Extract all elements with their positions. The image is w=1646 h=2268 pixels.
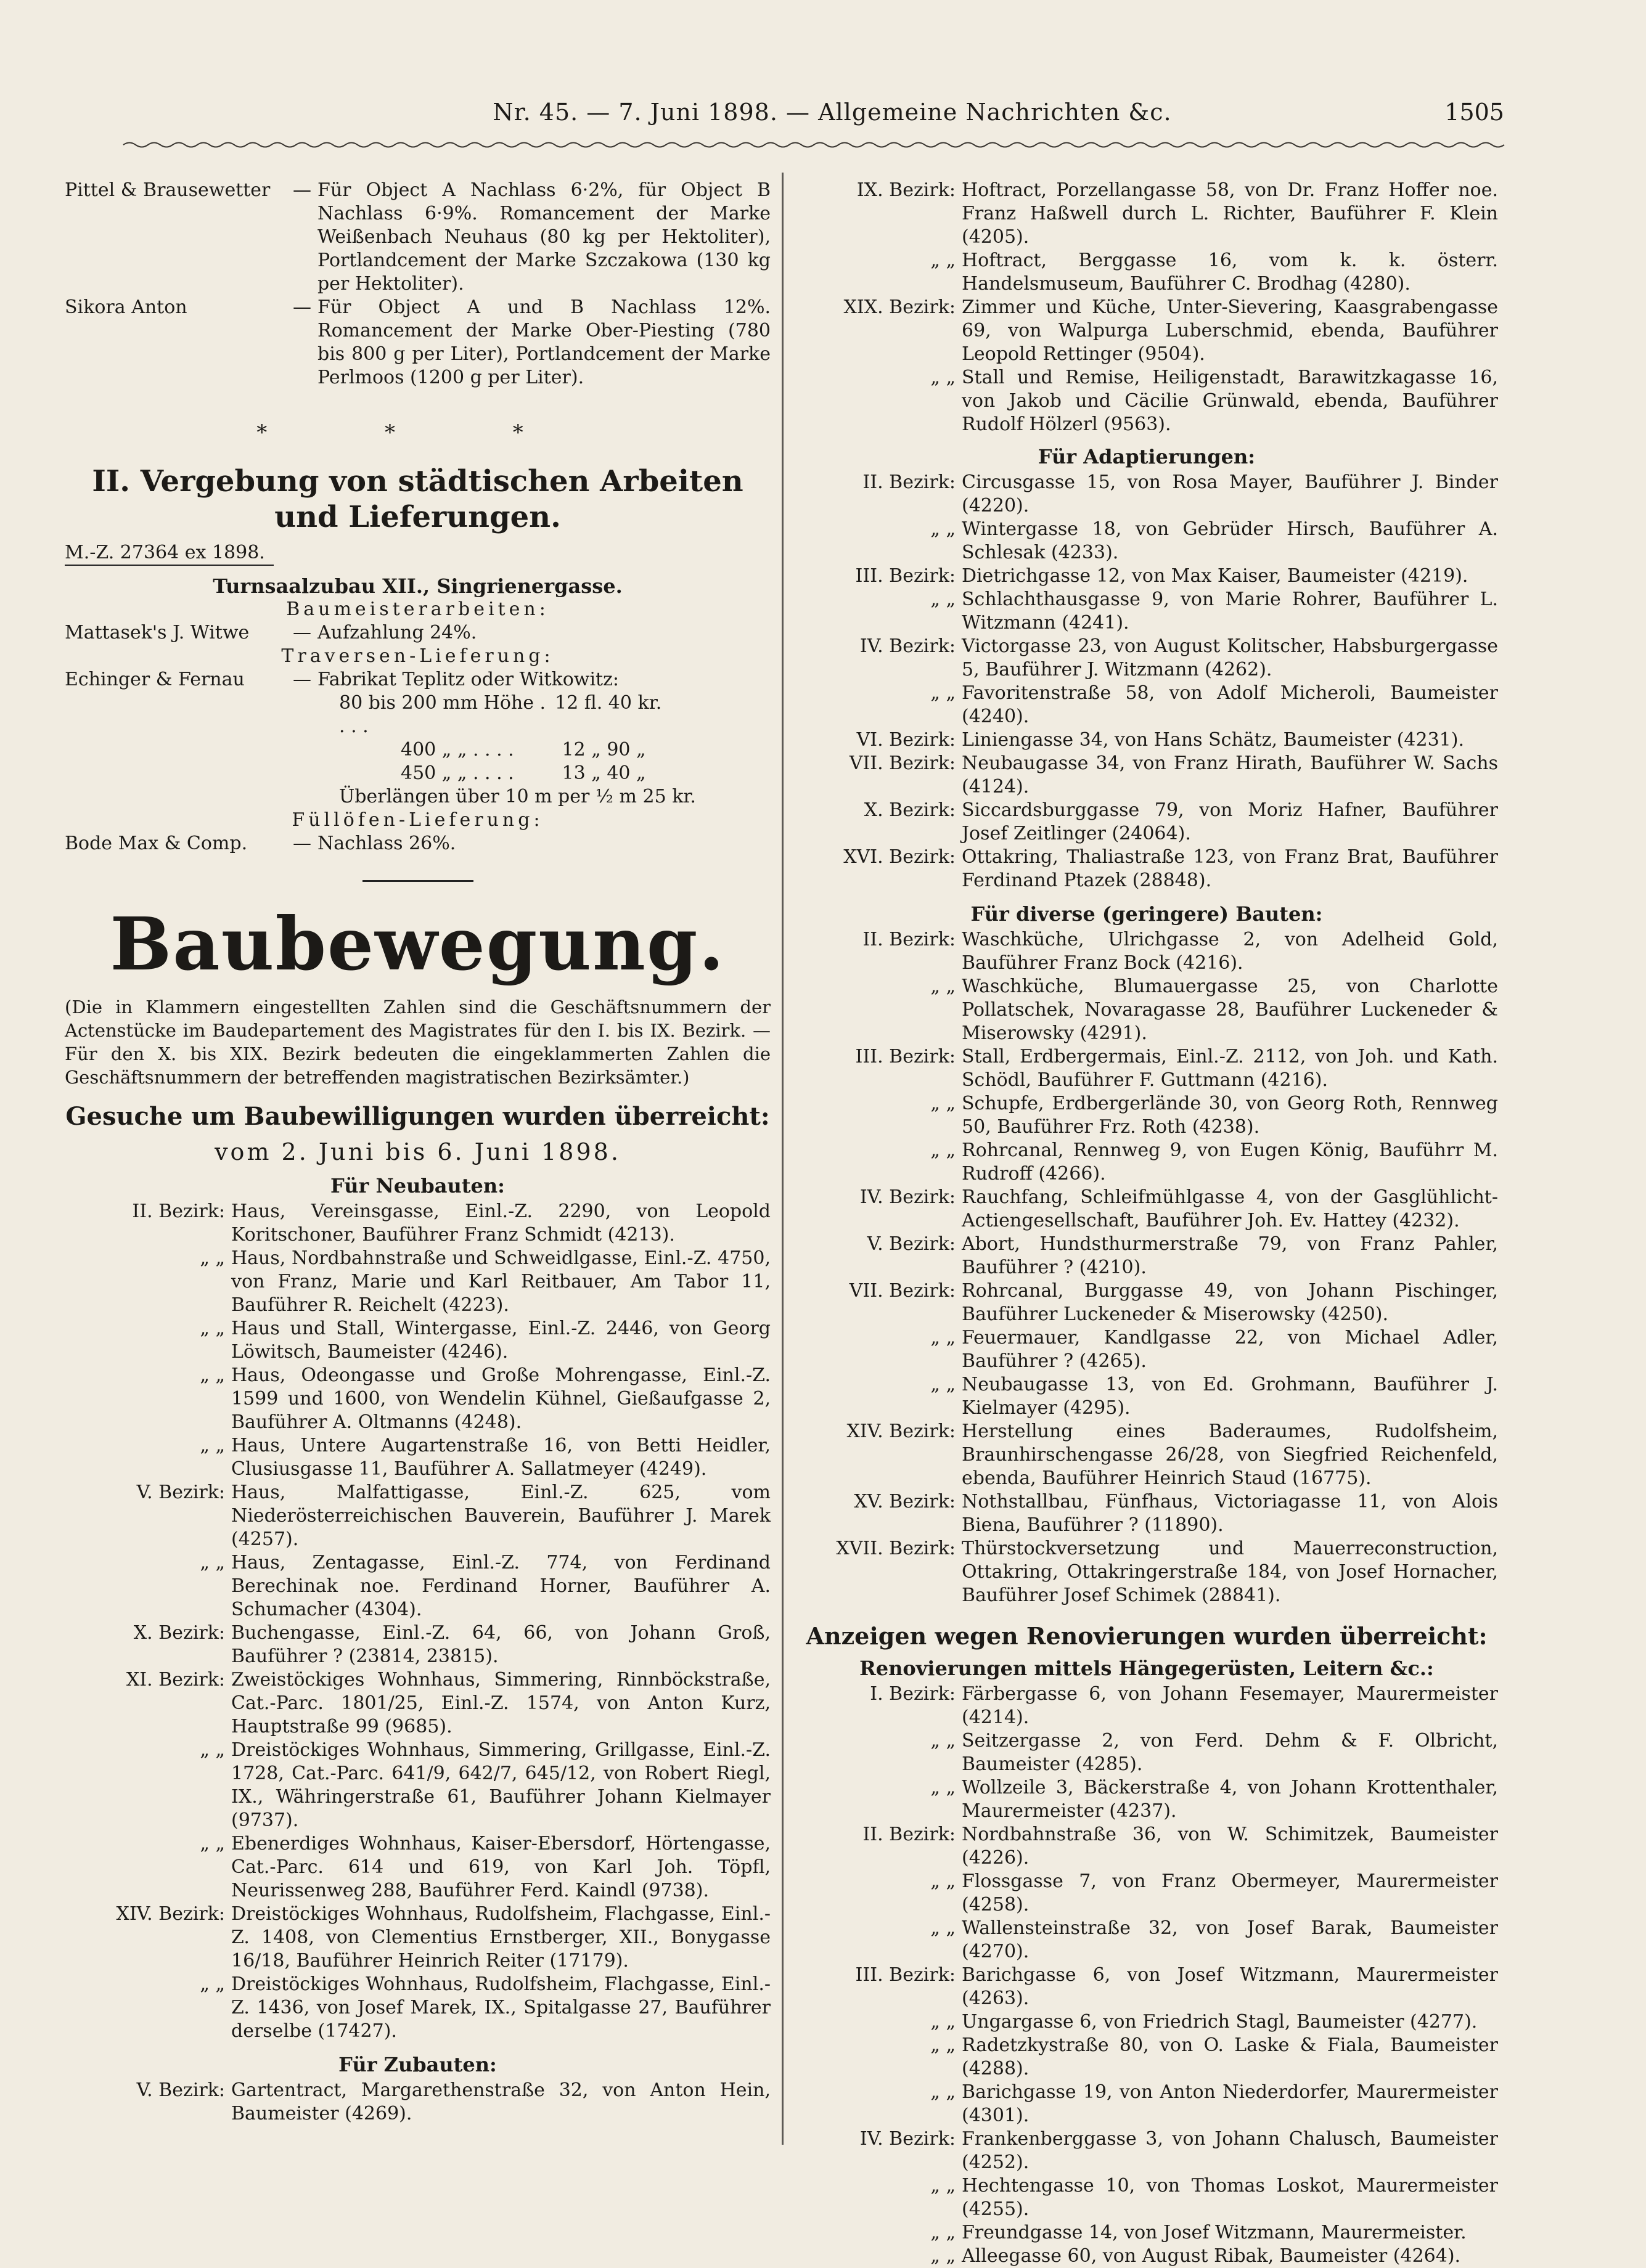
district-label: VII. Bezirk: (849, 1280, 956, 1302)
entry-text: Hoftract, Porzellangasse 58, von Dr. Franz Hoffer noe. Franz Haßwell durch L. Richter, Bauführer F. Klein (4205). (962, 179, 1498, 248)
intro-paragraph: (Die in Klammern eingestellten Zahlen sind die Geschäftsnummern der Actenstücke im Baudepartement des Magistrates für den I. bis IX. Bezirk. — Für den X. bis XIX. Bezirk bedeuten die eingeklammerten Zahlen die Geschäftsnummern der betreffenden magistratischen Bezirksämter.) (65, 997, 771, 1088)
district-label: „ „ (930, 1777, 956, 1798)
bid-text: Fabrikat Teplitz oder Witkowitz: (317, 669, 620, 690)
district-label: XV. Bezirk: (854, 1491, 956, 1512)
list-item (795, 1326, 1498, 1373)
adaptierungen-heading: Für Adaptierungen: (1038, 445, 1256, 468)
list-item (795, 2010, 1498, 2034)
price-size: 400 „ „ . . . . (401, 739, 514, 761)
entry-text: Ottakring, Thaliastraße 123, von Franz Brat, Bauführer Ferdinand Ptazek (28848). (962, 846, 1498, 891)
district-label: IV. Bezirk: (859, 635, 956, 657)
entry-text: Feuermauer, Kandlgasse 22, von Michael Adler, Bauführer ? (4265). (962, 1327, 1498, 1372)
left-column (65, 179, 771, 2126)
bidder-name: Pittel & Brausewetter (65, 179, 271, 201)
entry-text: Nordbahnstraße 36, von W. Schimitzek, Baumeister (4226). (962, 1824, 1498, 1869)
district-label: „ „ (200, 1973, 225, 1995)
price-list (65, 691, 771, 809)
price-value: 13 „ 40 „ (562, 762, 646, 784)
entry-text: Zimmer und Küche, Unter-Sievering, Kaasgrabengasse 69, von Walpurga Luberschmid, ebenda, Bauführer Leopold Rettinger (9504). (962, 296, 1498, 365)
district-label: III. Bezirk: (855, 1046, 956, 1067)
dash: — (293, 622, 311, 643)
price-row (339, 738, 771, 762)
zubauten-heading: Für Zubauten: (338, 2053, 497, 2076)
entry-text: Neubaugasse 13, von Ed. Grohmann, Bauführer J. Kielmayer (4295). (962, 1374, 1498, 1419)
entry-text: Wintergasse 18, von Gebrüder Hirsch, Bauführer A. Schlesak (4233). (962, 518, 1498, 563)
price-row (339, 691, 771, 738)
dash: — (293, 833, 311, 854)
bidder-name: Bode Max & Comp. (65, 833, 248, 854)
diverse-list (795, 928, 1498, 1607)
district-label: „ „ (930, 2245, 956, 2267)
subheading: Traversen-Lieferung: (281, 645, 554, 667)
price-row (339, 762, 771, 785)
diverse-heading: Für diverse (geringere) Bauten: (970, 902, 1323, 926)
district-label: „ „ (200, 1435, 225, 1456)
list-item (795, 635, 1498, 682)
entry-text: Ungargasse 6, von Friedrich Stagl, Baumeister (4277). (962, 2011, 1478, 2033)
entry-text: Haus, Untere Augartenstraße 16, von Betti Heidler, Clusiusgasse 11, Bauführer A. Sallatmeyer (4249). (231, 1435, 771, 1480)
district-label: „ „ (200, 1552, 225, 1573)
entry-text: Färbergasse 6, von Johann Fesemayer, Maurermeister (4214). (962, 1683, 1498, 1728)
district-label: „ „ (930, 1917, 956, 1939)
entry-text: Abort, Hundsthurmerstraße 79, von Franz Pahler, Bauführer ? (4210). (962, 1233, 1498, 1278)
entry-text: Stall, Erdbergermais, Einl.-Z. 2112, von Joh. und Kath. Schödl, Bauführer F. Guttmann (4216). (962, 1046, 1498, 1091)
district-label: X. Bezirk: (133, 1622, 225, 1644)
bid-entry (65, 668, 771, 691)
district-label: XI. Bezirk: (126, 1669, 225, 1691)
district-label: „ „ (200, 1318, 225, 1339)
district-label: „ „ (930, 976, 956, 997)
price-value: 12 fl. 40 kr. (555, 692, 662, 714)
list-item (795, 1092, 1498, 1139)
district-label: IV. Bezirk: (859, 2128, 956, 2150)
main-title: Baubewegung. (110, 901, 726, 987)
bid-text: Für Object A und B Nachlass 12%. Romancement der Marke Ober-Piesting (780 bis 800 g per Liter), Portlandcement der Marke Perlmoos (1200 g per Liter). (317, 296, 771, 388)
list-item (795, 588, 1498, 635)
district-label: „ „ (930, 1327, 956, 1348)
list-item (795, 1729, 1498, 1776)
entry-text: Circusgasse 15, von Rosa Mayer, Bauführer J. Binder (4220). (962, 471, 1498, 516)
entry-text: Dreistöckiges Wohnhaus, Rudolfsheim, Flachgasse, Einl.-Z. 1436, von Josef Marek, IX., Spitalgasse 27, Bauführer derselbe (17427). (231, 1973, 771, 2042)
district-label: II. Bezirk: (132, 1201, 225, 1222)
district-label: „ „ (930, 2222, 956, 2243)
dash: — (293, 179, 311, 201)
list-item (795, 366, 1498, 436)
column-divider (782, 173, 784, 2145)
list-item (795, 1186, 1498, 1233)
bidder-name: Mattasek's J. Witwe (65, 622, 250, 643)
list-item (795, 296, 1498, 366)
district-label: „ „ (200, 1247, 225, 1269)
list-item (795, 752, 1498, 799)
entry-text: Schlachthausgasse 9, von Marie Rohrer, Bauführer L. Witzmann (4241). (962, 589, 1498, 634)
subheading: Baumeisterarbeiten: (286, 598, 549, 620)
district-label: „ „ (930, 2034, 956, 2056)
district-label: „ „ (930, 1374, 956, 1395)
list-item (65, 1317, 771, 1364)
list-item (795, 1139, 1498, 1186)
district-label: II. Bezirk: (862, 471, 956, 493)
dash: — (293, 296, 311, 318)
list-item (65, 1481, 771, 1551)
renovierungen-heading: Renovierungen mittels Hängegerüsten, Leitern &c.: (859, 1657, 1434, 1680)
district-label: „ „ (930, 250, 956, 271)
zubauten-list (65, 2079, 771, 2126)
list-item (795, 1683, 1498, 1729)
list-item (795, 1045, 1498, 1092)
entry-text: Stall und Remise, Heiligenstadt, Barawitzkagasse 16, von Jakob und Cäcilie Grünwald, ebenda, Bauführer Rudolf Hölzerl (9563). (962, 367, 1498, 435)
district-label: „ „ (200, 1739, 225, 1761)
price-note: Überlängen über 10 m per ½ m 25 kr. (339, 786, 696, 807)
list-item (795, 1537, 1498, 1607)
district-label: XVI. Bezirk: (843, 846, 956, 868)
district-label: „ „ (930, 367, 956, 388)
page-number: 1505 (1444, 99, 1504, 126)
entry-text: Haus, Nordbahnstraße und Schweidlgasse, Einl.-Z. 4750, von Franz, Marie und Karl Reitbauer, Am Tabor 11, Bauführer R. Reichelt (4223). (231, 1247, 771, 1316)
list-item (795, 975, 1498, 1045)
list-item (65, 1621, 771, 1668)
list-item (795, 1964, 1498, 2010)
list-item (795, 1917, 1498, 1964)
section-title: II. Vergebung von städtischen Arbeiten und Lieferungen. (92, 464, 743, 534)
list-item (795, 1870, 1498, 1917)
reference-number: M.-Z. 27364 ex 1898. (65, 541, 274, 566)
list-item (795, 565, 1498, 588)
entry-text: Dreistöckiges Wohnhaus, Rudolfsheim, Flachgasse, Einl.-Z. 1408, von Clementius Ernstberger, XII., Bonygasse 16/18, Bauführer Heinrich Reiter (17179). (231, 1903, 771, 1972)
list-item (795, 2174, 1498, 2221)
list-item (795, 471, 1498, 518)
district-label: X. Bezirk: (864, 799, 956, 821)
bid-entry (65, 296, 771, 390)
entry-text: Thürstockversetzung und Mauerreconstruction, Ottakring, Ottakringerstraße 184, von Josef Hornacher, Bauführer Josef Schimek (28841). (962, 1538, 1498, 1606)
project-title: Turnsaalzubau XII., Singrienergasse. (213, 574, 623, 598)
entry-text: Hoftract, Berggasse 16, vom k. k. österr. Handelsmuseum, Bauführer C. Brodhag (4280). (962, 250, 1498, 295)
district-label: III. Bezirk: (855, 565, 956, 587)
header-wavy-rule (123, 141, 1504, 149)
section-stars: * * * (256, 420, 579, 445)
entry-text: Herstellung eines Baderaumes, Rudolfsheim, Braunhirschengasse 26/28, von Siegfried Reichenfeld, ebenda, Bauführer Heinrich Staud (16775). (962, 1421, 1498, 1489)
short-divider (362, 880, 473, 882)
list-item (795, 928, 1498, 975)
list-item (65, 1903, 771, 1973)
list-item (795, 2034, 1498, 2081)
list-item (795, 2081, 1498, 2127)
entry-text: Hechtengasse 10, von Thomas Loskot, Maurermeister (4255). (962, 2175, 1498, 2220)
district-label: V. Bezirk: (136, 1482, 225, 1503)
dash: — (293, 669, 311, 690)
entry-text: Wallensteinstraße 32, von Josef Barak, Baumeister (4270). (962, 1917, 1498, 1962)
district-label: I. Bezirk: (870, 1683, 956, 1705)
entry-text: Victorgasse 23, von August Kolitscher, Habsburgergasse 5, Bauführer J. Witzmann (4262). (962, 635, 1498, 680)
district-label: „ „ (930, 2011, 956, 2033)
list-item (795, 682, 1498, 728)
entry-text: Neubaugasse 34, von Franz Hirath, Bauführer W. Sachs (4124). (962, 753, 1498, 797)
district-label: II. Bezirk: (862, 1824, 956, 1845)
entry-text: Gartentract, Margarethenstraße 32, von Anton Hein, Baumeister (4269). (231, 2079, 771, 2124)
district-label: „ „ (930, 1870, 956, 1892)
district-label: XIV. Bezirk: (116, 1903, 225, 1925)
district-label: VI. Bezirk: (856, 729, 956, 751)
entry-text: Alleegasse 60, von August Ribak, Baumeister (4264). (962, 2245, 1461, 2267)
district-label: „ „ (930, 2081, 956, 2103)
bid-text: Nachlass 26%. (317, 833, 456, 854)
list-item (65, 1364, 771, 1434)
right-column (795, 179, 1498, 2268)
list-item (65, 1434, 771, 1481)
list-item (65, 1739, 771, 1832)
bid-entry (65, 832, 771, 855)
price-size: 450 „ „ . . . . (401, 762, 514, 784)
price-value: 12 „ 90 „ (562, 739, 646, 761)
district-label: V. Bezirk: (867, 1233, 956, 1255)
entry-text: Dietrichgasse 12, von Max Kaiser, Baumeister (4219). (962, 565, 1468, 587)
list-item (795, 179, 1498, 249)
list-item (65, 1973, 771, 2043)
list-item (795, 2221, 1498, 2245)
entry-text: Rauchfang, Schleifmühlgasse 4, von der Gasglühlicht-Actiengesellschaft, Bauführer Joh. Ev. Hattey (4232). (962, 1186, 1498, 1231)
district-label: XVII. Bezirk: (836, 1538, 956, 1559)
district-label: VII. Bezirk: (849, 753, 956, 774)
bid-text: Aufzahlung 24%. (317, 622, 477, 643)
price-size: 80 bis 200 mm Höhe . . . . (339, 692, 546, 737)
list-item (65, 1247, 771, 1317)
district-label: IX. Bezirk: (856, 179, 956, 201)
anzeigen-heading: Anzeigen wegen Renovierungen wurden überreicht: (806, 1622, 1488, 1650)
gesuche-heading: Gesuche um Baubewilligungen wurden überreicht: (65, 1102, 770, 1131)
list-item (795, 1373, 1498, 1420)
bid-entry (65, 621, 771, 645)
bidder-name: Sikora Anton (65, 296, 187, 318)
bidder-name: Echinger & Fernau (65, 669, 245, 690)
subheading: Füllöfen-Lieferung: (292, 809, 544, 831)
entry-text: Wollzeile 3, Bäckerstraße 4, von Johann Krottenthaler, Maurermeister (4237). (962, 1777, 1498, 1822)
entry-text: Zweistöckiges Wohnhaus, Simmering, Rinnböckstraße, Cat.-Parc. 1801/25, Einl.-Z. 1574, von Anton Kurz, Hauptstraße 99 (9685). (231, 1669, 771, 1737)
entry-text: Favoritenstraße 58, von Adolf Micheroli, Baumeister (4240). (962, 682, 1498, 727)
entry-text: Haus, Vereinsgasse, Einl.-Z. 2290, von Leopold Koritschoner, Bauführer Franz Schmidt (4213). (231, 1201, 771, 1246)
entry-text: Waschküche, Blumauergasse 25, von Charlotte Pollatschek, Novaragasse 28, Bauführer Luckeneder & Miserowsky (4291). (962, 976, 1498, 1044)
entry-text: Barichgasse 19, von Anton Niederdorfer, Maurermeister (4301). (962, 2081, 1498, 2126)
entry-text: Frankenberggasse 3, von Johann Chalusch, Baumeister (4252). (962, 2128, 1498, 2173)
district-label: III. Bezirk: (855, 1964, 956, 1986)
page-header (160, 99, 1504, 136)
entry-text: Barichgasse 6, von Josef Witzmann, Maurermeister (4263). (962, 1964, 1498, 2009)
list-item (795, 1233, 1498, 1279)
list-item (795, 846, 1498, 892)
entry-text: Nothstallbau, Fünfhaus, Victoriagasse 11, von Alois Biena, Bauführer ? (11890). (962, 1491, 1498, 1536)
district-label: II. Bezirk: (862, 929, 956, 950)
district-label: „ „ (930, 1140, 956, 1161)
continued-list (795, 179, 1498, 436)
entry-text: Haus, Zentagasse, Einl.-Z. 774, von Ferdinand Berechinak noe. Ferdinand Horner, Bauführer A. Schumacher (4304). (231, 1552, 771, 1620)
neubauten-list (65, 1200, 771, 2043)
entry-text: Buchengasse, Einl.-Z. 64, 66, von Johann Groß, Bauführer ? (23814, 23815). (231, 1622, 771, 1667)
entry-text: Rohrcanal, Burggasse 49, von Johann Pischinger, Bauführer Luckeneder & Miserowsky (4250). (962, 1280, 1498, 1325)
entry-text: Rohrcanal, Rennweg 9, von Eugen König, Bauführr M. Rudroff (4266). (962, 1140, 1498, 1185)
district-label: „ „ (930, 682, 956, 704)
list-item (65, 2079, 771, 2126)
list-item (795, 799, 1498, 846)
entry-text: Haus, Odeongasse und Große Mohrengasse, Einl.-Z. 1599 und 1600, von Wendelin Kühnel, Gießaufgasse 2, Bauführer A. Oltmanns (4248). (231, 1364, 771, 1433)
header-title: Nr. 45. — 7. Juni 1898. — Allgemeine Nachrichten &c. (493, 99, 1172, 126)
list-item (65, 1200, 771, 1247)
district-label: „ „ (930, 2175, 956, 2197)
entry-text: Schupfe, Erdbergerlände 30, von Georg Roth, Rennweg 50, Bauführer Frz. Roth (4238). (962, 1093, 1498, 1138)
bid-entry (65, 179, 771, 296)
list-item (795, 1490, 1498, 1537)
district-label: XIX. Bezirk: (843, 296, 956, 318)
entry-text: Dreistöckiges Wohnhaus, Simmering, Grillgasse, Einl.-Z. 1728, Cat.-Parc. 641/9, 642/7, 645/12, von Robert Riegl, IX., Währingerstraße 61, Bauführer Johann Kielmayer (9737). (231, 1739, 771, 1831)
entry-text: Radetzkystraße 80, von O. Laske & Fiala, Baumeister (4288). (962, 2034, 1498, 2079)
district-label: „ „ (930, 1093, 956, 1114)
list-item (65, 1668, 771, 1739)
list-item (795, 249, 1498, 296)
list-item (795, 1279, 1498, 1326)
bid-text: Für Object A Nachlass 6·2%, für Object B Nachlass 6·9%. Romancement der Marke Weißenbach Neuhaus (80 kg per Hektoliter), Portlandcement der Marke Szczakowa (130 kg per Hektoliter). (317, 179, 771, 295)
entry-text: Freundgasse 14, von Josef Witzmann, Maurermeister. (962, 2222, 1467, 2243)
renovierungen-list (795, 1683, 1498, 2268)
list-item (65, 1832, 771, 1903)
entry-text: Flossgasse 7, von Franz Obermeyer, Maurermeister (4258). (962, 1870, 1498, 1915)
entry-text: Siccardsburggasse 79, von Moriz Hafner, Bauführer Josef Zeitlinger (24064). (962, 799, 1498, 844)
entry-text: Haus, Malfattigasse, Einl.-Z. 625, vom Niederösterreichischen Bauverein, Bauführer J. Marek (4257). (231, 1482, 771, 1550)
list-item (65, 1551, 771, 1621)
neubauten-heading: Für Neubauten: (330, 1174, 505, 1197)
district-label: „ „ (930, 589, 956, 610)
list-item (795, 1823, 1498, 1870)
list-item (795, 1776, 1498, 1823)
list-item (795, 2245, 1498, 2268)
list-item (795, 518, 1498, 565)
date-range: vom 2. Juni bis 6. Juni 1898. (215, 1138, 621, 1165)
district-label: „ „ (200, 1833, 225, 1854)
district-label: „ „ (930, 1730, 956, 1752)
district-label: „ „ (930, 518, 956, 540)
district-label: „ „ (200, 1364, 225, 1386)
district-label: V. Bezirk: (136, 2079, 225, 2101)
list-item (795, 728, 1498, 752)
entry-text: Liniengasse 34, von Hans Schätz, Baumeister (4231). (962, 729, 1465, 751)
district-label: XIV. Bezirk: (846, 1421, 956, 1442)
entry-text: Haus und Stall, Wintergasse, Einl.-Z. 2446, von Georg Löwitsch, Baumeister (4246). (231, 1318, 771, 1363)
entry-text: Waschküche, Ulrichgasse 2, von Adelheid Gold, Bauführer Franz Bock (4216). (962, 929, 1498, 974)
list-item (795, 2127, 1498, 2174)
list-item (795, 1420, 1498, 1490)
entry-text: Ebenerdiges Wohnhaus, Kaiser-Ebersdorf, Hörtengasse, Cat.-Parc. 614 und 619, von Karl Joh. Töpfl, Neurissenweg 288, Bauführer Ferd. Kaindl (9738). (231, 1833, 771, 1901)
adaptierungen-list (795, 471, 1498, 892)
entry-text: Seitzergasse 2, von Ferd. Dehm & F. Olbricht, Baumeister (4285). (962, 1730, 1498, 1775)
district-label: IV. Bezirk: (859, 1186, 956, 1208)
